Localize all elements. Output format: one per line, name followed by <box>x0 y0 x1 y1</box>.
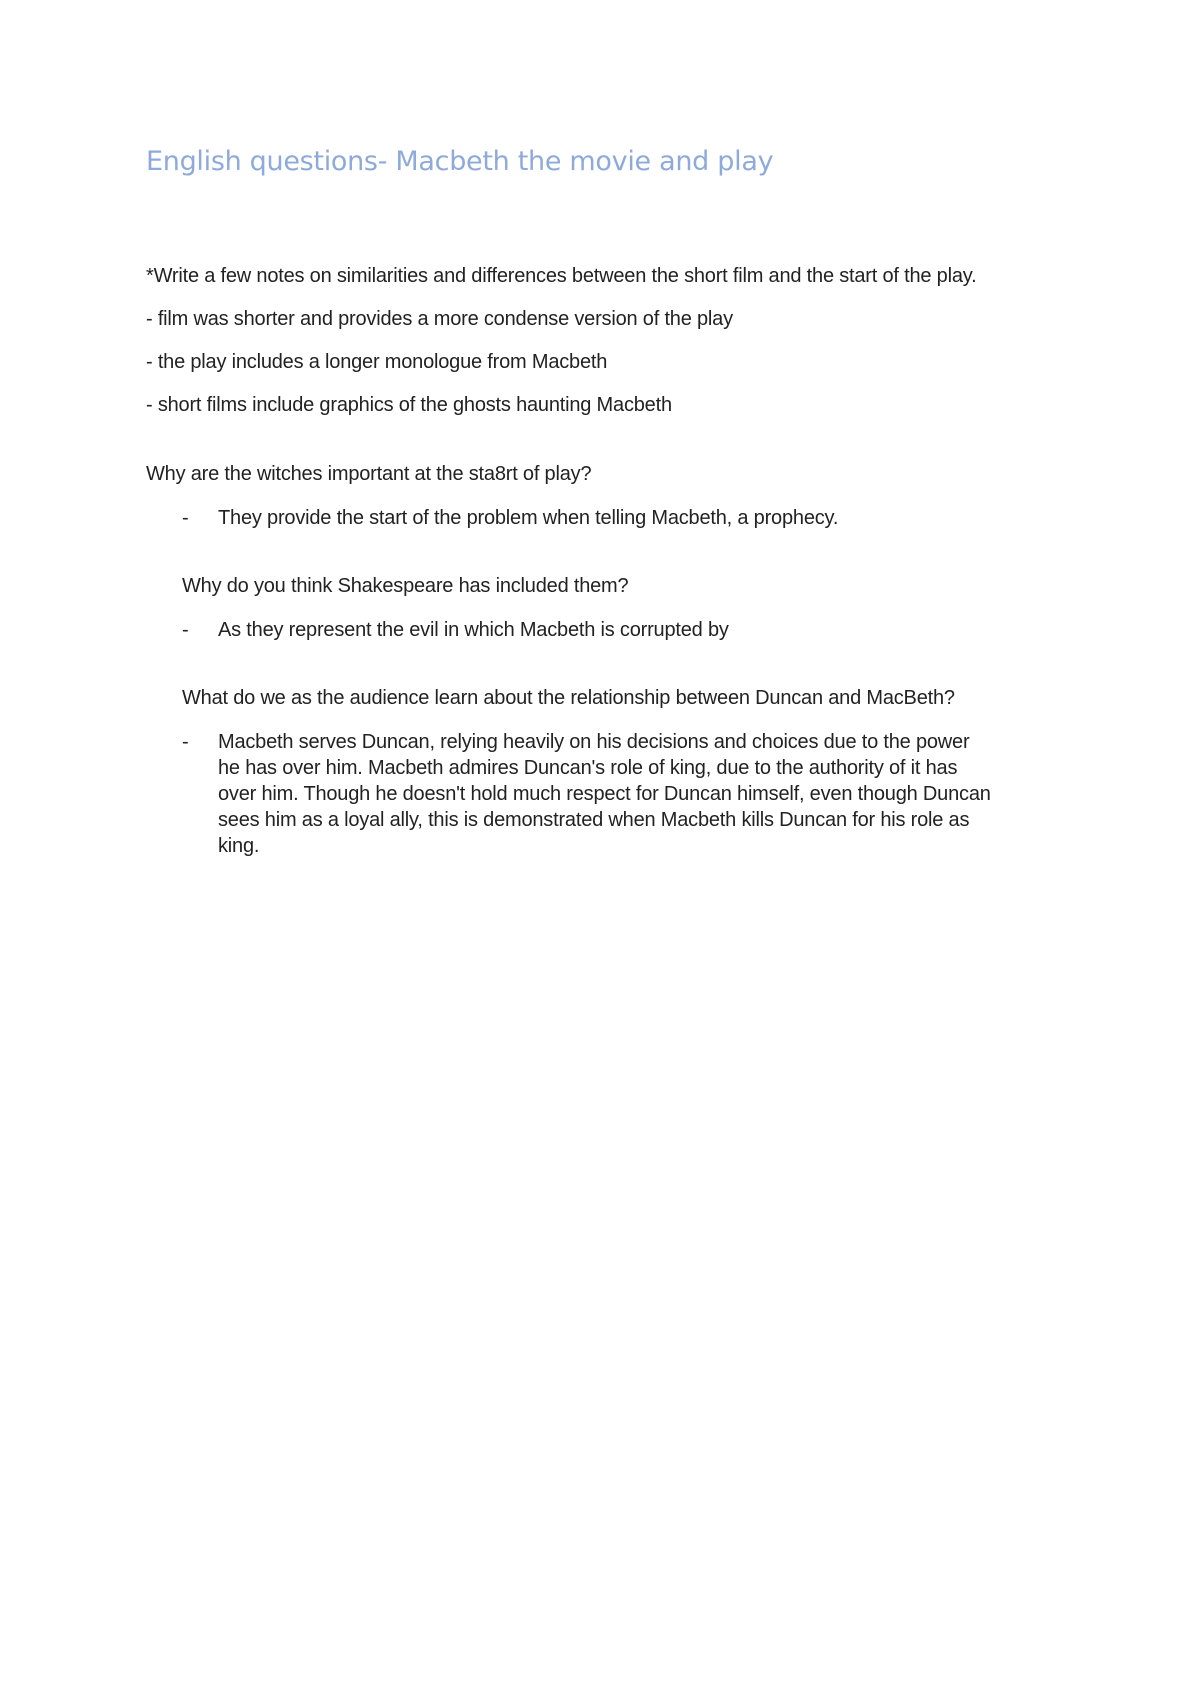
answer-line: sees him as a loyal ally, this is demonstrated when Macbeth kills Duncan for his role as <box>218 809 970 831</box>
answer-shakespeare: As they represent the evil in which Macbeth is corrupted by <box>218 619 729 641</box>
notes-prompt: *Write a few notes on similarities and differences between the short film and the start of the play. <box>146 265 977 287</box>
note-item: - short films include graphics of the ghosts haunting Macbeth <box>146 394 672 416</box>
answer-relationship <box>218 729 1068 859</box>
question-relationship: What do we as the audience learn about the relationship between Duncan and MacBeth? <box>182 687 955 709</box>
answer-line: Macbeth serves Duncan, relying heavily on his decisions and choices due to the power <box>218 731 970 753</box>
bullet-dash: - <box>182 619 189 641</box>
note-item: - the play includes a longer monologue from Macbeth <box>146 351 608 373</box>
note-item: - film was shorter and provides a more condense version of the play <box>146 308 733 330</box>
bullet-dash: - <box>182 731 189 753</box>
question-witches: Why are the witches important at the sta8rt of play? <box>146 463 592 485</box>
bullet-dash: - <box>182 507 189 529</box>
answer-line: he has over him. Macbeth admires Duncan's role of king, due to the authority of it has <box>218 757 958 779</box>
question-shakespeare: Why do you think Shakespeare has included them? <box>182 575 629 597</box>
answer-witches: They provide the start of the problem when telling Macbeth, a prophecy. <box>218 507 839 529</box>
document-title: English questions- Macbeth the movie and play <box>146 146 774 177</box>
answer-line: king. <box>218 835 260 857</box>
answer-line: over him. Though he doesn't hold much respect for Duncan himself, even though Duncan <box>218 783 991 805</box>
